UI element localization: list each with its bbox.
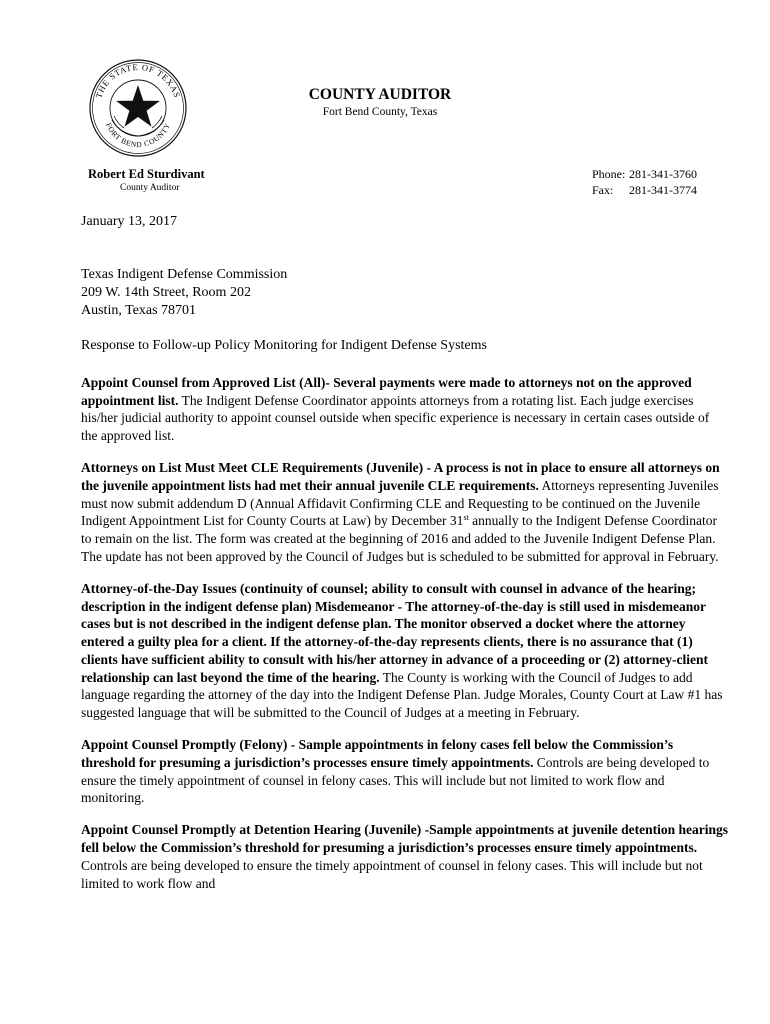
header-title: COUNTY AUDITOR <box>308 86 452 103</box>
section-body: Attorneys representing Juveniles must now submit addendum D (Annual Affidavit Confirming CLE and Requesting to be continued on the Juvenile Indigent Appointment List for County Courts at Law) by December 31 <box>81 478 719 529</box>
section-body: The County is working with the Council of Judges to add language regarding the attorney of the day into the Indigent Defense Plan. Judge Morales, County Court at Law #1 has suggested language that will be submitted to the Council of Judges at a meeting in February. <box>81 669 723 720</box>
fax-number: 281-341-3774 <box>629 183 697 197</box>
recipient-city: Austin, Texas 78701 <box>81 303 197 318</box>
svg-text:FORT BEND COUNTY: FORT BEND COUNTY <box>103 121 173 150</box>
section-heading: Attorney-of-the-Day Issues (continuity of counsel; ability to consult with counsel in advance of the hearing; description in the indigent defense plan) Misdemeanor - The attorney-of-the-day is still used in misdemeanor cases but is not described in the indigent defense plan. The monitor observed a docket where the attorney entered a guilty plea for a client. If the attorney-of-the-day represents clients, there is no assurance that (1) clients have sufficient ability to consult with his/her attorney in advance of a proceeding or (2) attorney-client relationship can last beyond the time of the hearing. <box>81 581 708 685</box>
letter-subject: Response to Follow-up Policy Monitoring for Indigent Defense Systems <box>81 338 487 353</box>
section-body: Controls are being developed to ensure the timely appointment of counsel in felony cases. This will include but not limited to work flow and <box>81 857 703 891</box>
section-heading: Appoint Counsel Promptly (Felony) - Sample appointments in felony cases fell below the Commission’s threshold for presuming a jurisdiction’s processes ensure timely appointments. <box>81 737 674 770</box>
letter-body <box>81 374 729 907</box>
section-cle-requirements <box>81 459 729 565</box>
section-attorney-of-day <box>81 580 729 722</box>
section-felony-appointments <box>81 736 729 807</box>
section-body-cont: annually to the Indigent Defense Coordinator to remain on the list. The form was created at the beginning of 2016 and added to the Juvenile Indigent Defense Plan. The update has not been approved by the Council of Judges but is scheduled to be submitted for approval in February. <box>81 513 719 564</box>
section-body: Controls are being developed to ensure the timely appointment of counsel in felony cases. This will include but not limited to work flow and monitoring. <box>81 754 710 806</box>
letter-date: January 13, 2017 <box>81 214 178 229</box>
recipient-street: 209 W. 14th Street, Room 202 <box>81 285 251 300</box>
fax-line <box>592 182 697 198</box>
section-approved-list <box>81 374 729 445</box>
fax-label: Fax: <box>592 183 614 197</box>
section-heading: Appoint Counsel from Approved List (All)- Several payments were made to attorneys not on the approved appointment list. <box>81 375 692 408</box>
phone-label: Phone: <box>592 167 626 181</box>
svg-text:THE STATE OF TEXAS: THE STATE OF TEXAS <box>93 61 183 100</box>
recipient-name: Texas Indigent Defense Commission <box>81 267 288 282</box>
phone-line <box>592 166 697 182</box>
section-juvenile-detention <box>81 821 729 892</box>
section-body: The Indigent Defense Coordinator appoints attorneys from a rotating list. Each judge exercises his/her judicial authority to appoint counsel outside when specific experience is necessary in certain cases outside of the approved list. <box>81 392 710 444</box>
county-seal-logo <box>88 58 188 158</box>
phone-number: 281-341-3760 <box>629 167 697 181</box>
section-heading: Appoint Counsel Promptly at Detention Hearing (Juvenile) -Sample appointments at juvenile detention hearings fell below the Commission’s threshold for presuming a jurisdiction’s processes ensure timely appointments. <box>81 822 729 856</box>
ordinal-suffix: st <box>463 513 469 523</box>
contact-block <box>592 166 697 198</box>
auditor-name: Robert Ed Sturdivant <box>88 167 205 181</box>
header-subtitle: Fort Bend County, Texas <box>322 106 438 118</box>
auditor-role: County Auditor <box>120 183 180 193</box>
section-heading: Attorneys on List Must Meet CLE Requirements (Juvenile) - A process is not in place to ensure all attorneys on the juvenile appointment lists had met their annual juvenile CLE requirements. <box>81 460 720 494</box>
recipient-address <box>81 266 287 320</box>
